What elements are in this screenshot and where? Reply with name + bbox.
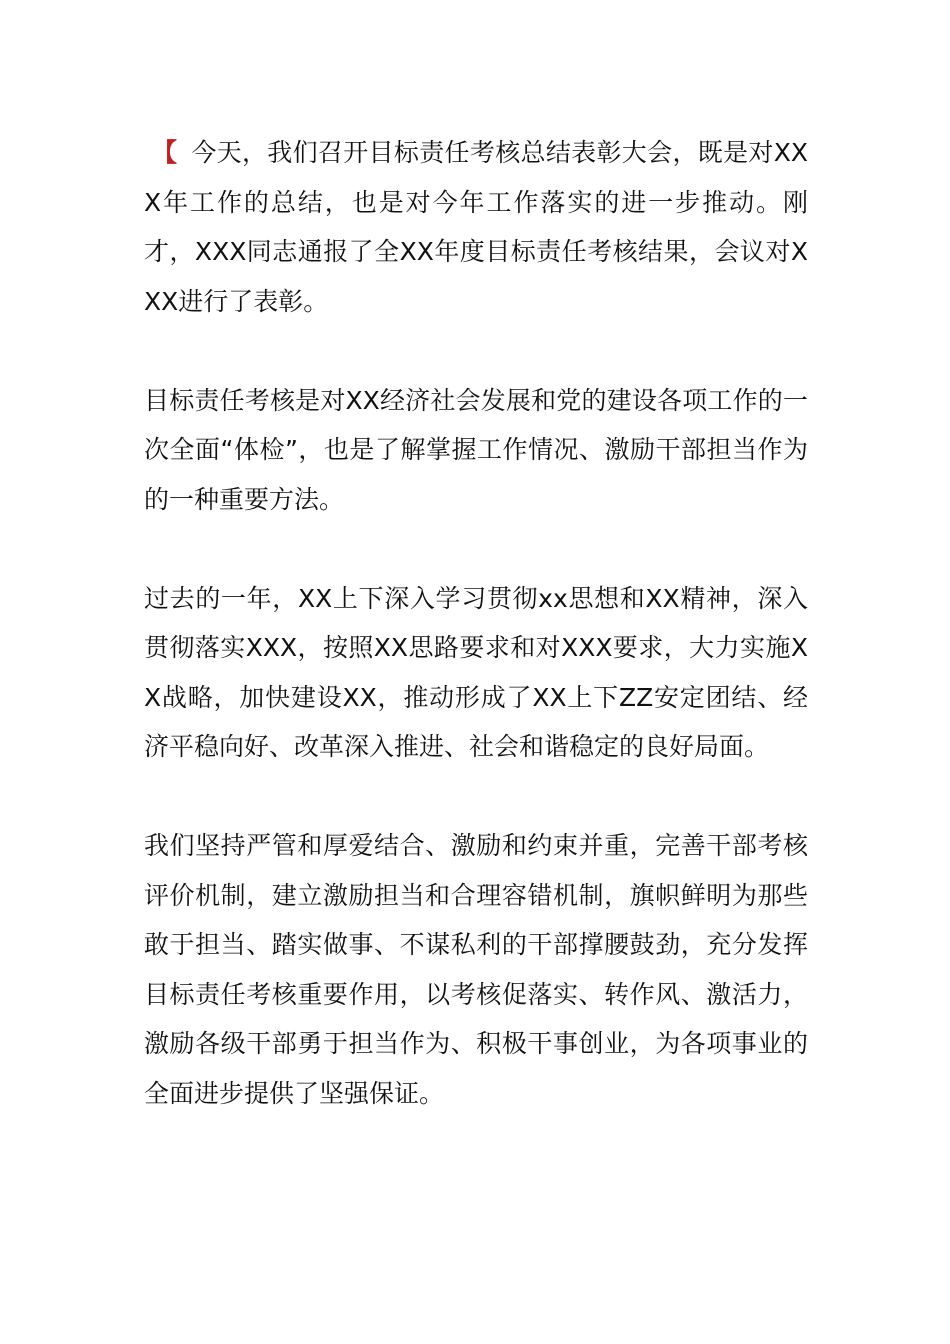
paragraph-1-text: 今天，我们召开目标责任考核总结表彰大会，既是对XXX年工作的总结，也是对今年工作落实的进一步推动。刚才，XXX同志通报了全XX年度目标责任考核结果，会议对XXX进行了表彰。 [144,138,808,316]
lead-bracket-mark: 【 [152,138,178,167]
paragraph-2: 目标责任考核是对XX经济社会发展和党的建设各项工作的一次全面“体检”，也是了解掌握工作情况、激励干部担当作为的一种重要方法。 [144,385,808,514]
paragraph-1 [144,128,808,326]
paragraph-3: 过去的一年，XX上下深入学习贯彻xx思想和XX精神，深入贯彻落实XXX，按照XX思路要求和对XXX要求，大力实施XX战略，加快建设XX，推动形成了XX上下ZZ安定团结、经济平稳向好、改革深入推进、社会和谐稳定的良好局面。 [144,583,808,761]
paragraph-4: 我们坚持严管和厚爱结合、激励和约束并重，完善干部考核评价机制，建立激励担当和合理容错机制，旗帜鲜明为那些敢于担当、踏实做事、不谋私利的干部撑腰鼓劲，充分发挥目标责任考核重要作用，以考核促落实、转作风、激活力，激励各级干部勇于担当作为、积极干事创业，为各项事业的全面进步提供了坚强保证。 [144,831,808,1108]
document-body [144,128,808,1168]
